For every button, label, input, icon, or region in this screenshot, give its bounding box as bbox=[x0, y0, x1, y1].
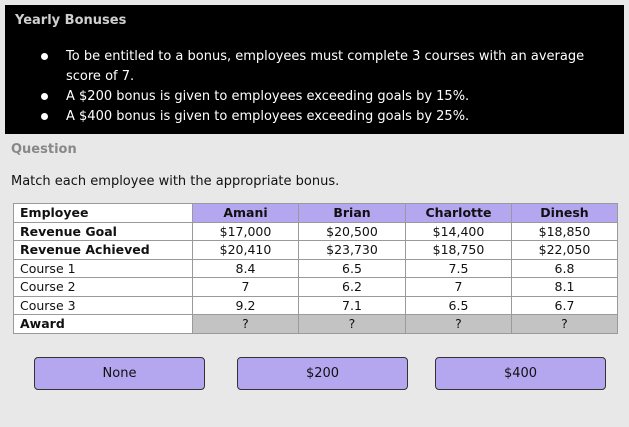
header-brian: Brian bbox=[299, 204, 406, 223]
table-cell: 6.8 bbox=[512, 259, 618, 278]
table-row bbox=[14, 222, 618, 241]
answer-none-button[interactable]: None bbox=[34, 357, 205, 390]
bullet-icon bbox=[41, 93, 48, 100]
question-prompt: Match each employee with the appropriate bonus. bbox=[11, 174, 340, 189]
table-cell: $23,730 bbox=[299, 241, 406, 260]
table-cell: $18,750 bbox=[406, 241, 512, 260]
table-cell: 6.2 bbox=[299, 278, 406, 297]
bullet-icon bbox=[41, 113, 48, 120]
row-label-course-1: Course 1 bbox=[14, 259, 193, 278]
table-cell: 7.1 bbox=[299, 296, 406, 315]
bullet-item bbox=[5, 47, 624, 87]
bullet-item bbox=[5, 107, 624, 127]
table-cell: 8.4 bbox=[193, 259, 299, 278]
row-label-course-2: Course 2 bbox=[14, 278, 193, 297]
award-row bbox=[14, 315, 618, 334]
award-drop-target-amani[interactable]: ? bbox=[193, 315, 299, 334]
header-charlotte: Charlotte bbox=[406, 204, 512, 223]
table-row bbox=[14, 296, 618, 315]
header-dinesh: Dinesh bbox=[512, 204, 618, 223]
award-drop-target-dinesh[interactable]: ? bbox=[512, 315, 618, 334]
employee-table bbox=[13, 203, 618, 334]
row-label-revenue-achieved: Revenue Achieved bbox=[14, 241, 193, 260]
table-cell: 7.5 bbox=[406, 259, 512, 278]
scenario-bullet-list bbox=[5, 47, 624, 127]
table-cell: 7 bbox=[193, 278, 299, 297]
answer-200-button[interactable]: $200 bbox=[237, 357, 408, 390]
table-row bbox=[14, 241, 618, 260]
header-employee: Employee bbox=[14, 204, 193, 223]
table-cell: $22,050 bbox=[512, 241, 618, 260]
table-cell: 9.2 bbox=[193, 296, 299, 315]
bullet-icon bbox=[41, 53, 48, 60]
bullet-text: To be entitled to a bonus, employees must complete 3 courses with an average score of 7. bbox=[66, 49, 585, 84]
table-row bbox=[14, 278, 618, 297]
row-label-award: Award bbox=[14, 315, 193, 334]
scenario-panel bbox=[5, 5, 624, 134]
answer-400-button[interactable]: $400 bbox=[435, 357, 606, 390]
table-cell: 6.5 bbox=[406, 296, 512, 315]
award-drop-target-charlotte[interactable]: ? bbox=[406, 315, 512, 334]
table-cell: $17,000 bbox=[193, 222, 299, 241]
table-cell: $18,850 bbox=[512, 222, 618, 241]
table-row bbox=[14, 259, 618, 278]
header-amani: Amani bbox=[193, 204, 299, 223]
table-header-row bbox=[14, 204, 618, 223]
row-label-revenue-goal: Revenue Goal bbox=[14, 222, 193, 241]
table-cell: $14,400 bbox=[406, 222, 512, 241]
table-cell: $20,410 bbox=[193, 241, 299, 260]
bullet-text: A $200 bonus is given to employees exceeding goals by 15%. bbox=[66, 89, 470, 104]
table-cell: 6.7 bbox=[512, 296, 618, 315]
question-label: Question bbox=[11, 142, 77, 157]
award-drop-target-brian[interactable]: ? bbox=[299, 315, 406, 334]
scenario-title: Yearly Bonuses bbox=[15, 13, 127, 28]
bullet-text: A $400 bonus is given to employees exceeding goals by 25%. bbox=[66, 109, 470, 124]
table-cell: 8.1 bbox=[512, 278, 618, 297]
row-label-course-3: Course 3 bbox=[14, 296, 193, 315]
table-cell: $20,500 bbox=[299, 222, 406, 241]
bullet-item bbox=[5, 87, 624, 107]
table-cell: 6.5 bbox=[299, 259, 406, 278]
table-cell: 7 bbox=[406, 278, 512, 297]
